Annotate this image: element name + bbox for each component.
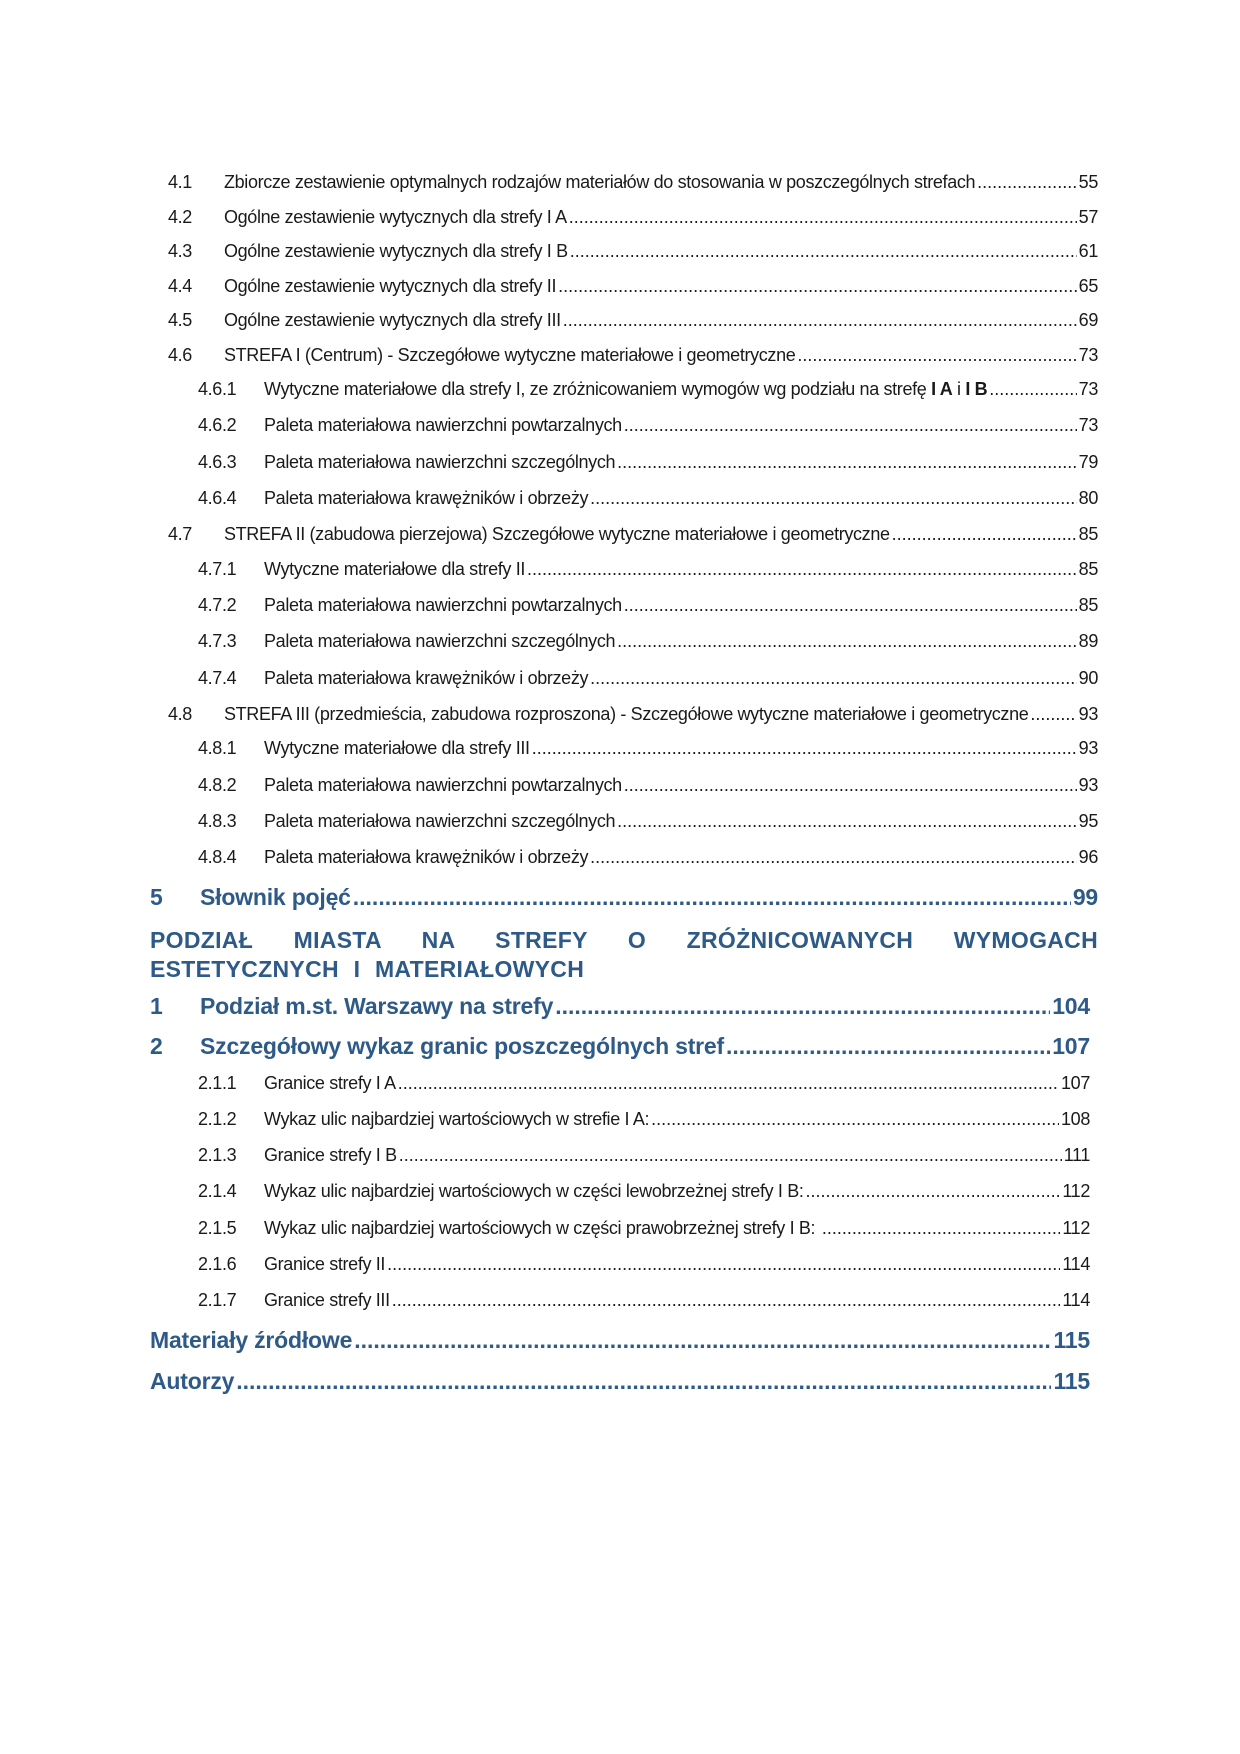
toc-chapter-2[interactable]	[150, 1033, 1090, 1073]
entry-number: 4.6.1	[198, 379, 237, 399]
toc-entry-4-5[interactable]	[150, 310, 1098, 345]
dot-leader	[892, 524, 1077, 545]
chapter-title: Autorzy	[150, 1367, 235, 1394]
entry-title-text: Wytyczne materiałowe dla strefy I, ze zróżnicowaniem wymogów wg podziału na strefę	[264, 379, 932, 399]
zone-ib-bold: I B	[965, 379, 988, 399]
entry-page-number: 108	[1061, 1108, 1090, 1129]
entry-number: 4.7.1	[198, 558, 237, 579]
toc-entry-4-1[interactable]	[150, 172, 1098, 207]
entry-page-number: 114	[1062, 1254, 1090, 1275]
dot-leader	[617, 452, 1077, 473]
toc-sources[interactable]	[150, 1327, 1090, 1368]
entry-title: Paleta materiałowa nawierzchni powtarzalnych	[264, 415, 622, 436]
toc-entry-2-1-7[interactable]	[150, 1290, 1090, 1326]
entry-page-number: 96	[1078, 847, 1098, 868]
dot-leader	[651, 1109, 1059, 1130]
entry-title: STREFA II (zabudowa pierzejowa) Szczegółowe wytyczne materiałowe i geometryczne	[224, 524, 890, 545]
entry-number: 4.4	[168, 275, 192, 296]
entry-number: 4.6.4	[198, 487, 237, 508]
dot-leader	[399, 1145, 1062, 1166]
chapter-title: Szczegółowy wykaz granic poszczególnych stref	[200, 1032, 724, 1059]
toc-entry-2-1-3[interactable]	[150, 1145, 1090, 1181]
chapter-page-number: 104	[1052, 992, 1090, 1019]
entry-title: Granice strefy I B	[264, 1145, 397, 1166]
entry-number: 2.1.1	[198, 1072, 237, 1093]
entry-title: Paleta materiałowa nawierzchni szczególnych	[264, 631, 616, 652]
dot-leader	[387, 1254, 1060, 1275]
toc-entry-4-6-2[interactable]	[150, 415, 1098, 451]
entry-number: 4.2	[168, 206, 192, 227]
chapter-number: 1	[150, 992, 163, 1019]
entry-number: 4.8.1	[198, 738, 237, 759]
entry-page-number: 85	[1078, 594, 1098, 615]
dot-leader	[569, 207, 1077, 228]
entry-title: Wytyczne materiałowe dla strefy II	[264, 558, 526, 579]
entry-number: 4.5	[168, 310, 192, 330]
entry-page-number: 61	[1078, 241, 1098, 261]
entry-number: 4.8.3	[198, 810, 237, 831]
entry-number: 4.7.3	[198, 631, 237, 652]
entry-number: 4.7	[168, 524, 192, 545]
entry-number: 4.8.4	[198, 847, 237, 868]
dot-leader	[797, 345, 1076, 366]
entry-number: 4.8.2	[198, 774, 237, 795]
dot-leader	[989, 379, 1076, 400]
entry-number: 4.7.2	[198, 594, 237, 615]
toc-entry-4-8-3[interactable]	[150, 811, 1098, 847]
entry-page-number: 93	[1078, 774, 1098, 795]
dot-leader	[532, 738, 1077, 759]
entry-page-number: 73	[1078, 344, 1098, 365]
entry-title: Paleta materiałowa krawężników i obrzeży	[264, 847, 589, 868]
entry-page-number: 89	[1078, 631, 1098, 652]
entry-title: Granice strefy III	[264, 1290, 390, 1311]
entry-number: 4.8	[168, 703, 192, 724]
dot-leader	[555, 993, 1050, 1020]
toc-entry-4-8-4[interactable]	[150, 847, 1098, 883]
entry-number: 4.6	[168, 344, 192, 365]
entry-page-number: 107	[1061, 1072, 1090, 1093]
entry-title: Wykaz ulic najbardziej wartościowych w strefie I A:	[264, 1108, 650, 1129]
dot-leader	[977, 172, 1077, 193]
entry-number: 2.1.6	[198, 1254, 237, 1275]
dot-leader	[806, 1181, 1061, 1202]
chapter-page-number: 115	[1053, 1367, 1090, 1394]
entry-title: Paleta materiałowa krawężników i obrzeży	[264, 667, 589, 688]
entry-number: 4.1	[168, 172, 192, 192]
chapter-title: Słownik pojęć	[200, 883, 351, 910]
dot-leader	[527, 559, 1077, 580]
entry-title: Wytyczne materiałowe dla strefy III	[264, 738, 530, 759]
entry-title	[264, 379, 987, 400]
entry-page-number: 79	[1078, 451, 1098, 472]
dot-leader	[1030, 704, 1076, 725]
dot-leader	[822, 1218, 1061, 1239]
chapter-page-number: 107	[1052, 1032, 1090, 1059]
dot-leader	[624, 595, 1077, 616]
chapter-title: Materiały źródłowe	[150, 1326, 353, 1353]
entry-number: 4.6.3	[198, 451, 237, 472]
entry-number: 2.1.7	[198, 1290, 237, 1311]
chapter-number: 5	[150, 883, 163, 910]
entry-title: Ogólne zestawienie wytycznych dla strefy III	[224, 310, 561, 330]
entry-page-number: 95	[1078, 810, 1098, 831]
entry-title: Wykaz ulic najbardziej wartościowych w części lewobrzeżnej strefy I B:	[264, 1181, 804, 1202]
chapter-page-number: 99	[1072, 883, 1098, 910]
entry-page-number: 80	[1078, 487, 1098, 508]
dot-leader	[590, 488, 1077, 509]
toc-chapter-5[interactable]	[150, 884, 1098, 924]
entry-number: 4.3	[168, 241, 192, 261]
entry-page-number: 93	[1078, 703, 1098, 724]
entry-page-number: 69	[1078, 310, 1098, 330]
dot-leader	[617, 811, 1077, 832]
entry-page-number: 55	[1078, 172, 1098, 192]
entry-number: 2.1.4	[198, 1181, 237, 1202]
entry-page-number: 93	[1078, 738, 1098, 759]
entry-number: 2.1.2	[198, 1108, 237, 1129]
toc-entry-4-6-1[interactable]	[150, 379, 1098, 415]
toc-entry-4-7-4[interactable]	[150, 668, 1098, 704]
dot-leader	[570, 241, 1077, 262]
entry-title: Granice strefy II	[264, 1254, 386, 1275]
entry-title: Paleta materiałowa krawężników i obrzeży	[264, 487, 589, 508]
toc-entry-4-8[interactable]	[150, 704, 1098, 739]
entry-page-number: 73	[1078, 415, 1098, 436]
toc-entry-2-1-1[interactable]	[150, 1073, 1090, 1109]
zone-ia-bold: I A	[931, 379, 953, 399]
entry-page-number: 57	[1078, 206, 1098, 227]
entry-page-number: 73	[1078, 379, 1098, 399]
toc-entry-4-6-4[interactable]	[150, 488, 1098, 524]
toc-entry-4-7-3[interactable]	[150, 631, 1098, 667]
entry-title: Paleta materiałowa nawierzchni powtarzalnych	[264, 774, 622, 795]
toc-authors[interactable]	[150, 1368, 1090, 1409]
dot-leader	[624, 775, 1077, 796]
entry-title: Ogólne zestawienie wytycznych dla strefy I B	[224, 241, 568, 261]
toc-entry-4-2[interactable]	[150, 207, 1098, 242]
chapter-title: Podział m.st. Warszawy na strefy	[200, 992, 554, 1019]
toc-entry-4-3[interactable]	[150, 241, 1098, 276]
entry-title: Paleta materiałowa nawierzchni szczególnych	[264, 451, 616, 472]
entry-title: Ogólne zestawienie wytycznych dla strefy II	[224, 275, 557, 296]
entry-title: Granice strefy I A	[264, 1072, 396, 1093]
entry-title: Zbiorcze zestawienie optymalnych rodzajów materiałów do stosowania w poszczególnych strefach	[224, 172, 976, 192]
entry-page-number: 111	[1063, 1145, 1090, 1166]
entry-title: STREFA III (przedmieścia, zabudowa rozproszona) - Szczegółowe wytyczne materiałowe i geometryczne	[224, 703, 1029, 724]
toc-entry-4-7-2[interactable]	[150, 595, 1098, 631]
toc-entry-4-7-1[interactable]	[150, 559, 1098, 595]
dot-leader	[590, 847, 1077, 868]
entry-page-number: 85	[1078, 524, 1098, 545]
dot-leader	[354, 1327, 1051, 1354]
toc-entry-2-1-2[interactable]	[150, 1109, 1090, 1145]
entry-page-number: 112	[1062, 1217, 1090, 1238]
dot-leader	[590, 668, 1077, 689]
toc-entry-4-6-3[interactable]	[150, 452, 1098, 488]
part-heading[interactable]: PODZIAŁ MIASTA NA STREFY O ZRÓŻNICOWANYCH WYMOGACH ESTETYCZNYCH I MATERIAŁOWYCH	[150, 926, 1098, 982]
toc-entry-4-8-2[interactable]	[150, 775, 1098, 811]
entry-page-number: 112	[1062, 1181, 1090, 1202]
table-of-contents	[150, 172, 1098, 1409]
dot-leader	[617, 631, 1077, 652]
entry-page-number: 90	[1078, 667, 1098, 688]
dot-leader	[236, 1368, 1051, 1395]
entry-page-number: 114	[1062, 1290, 1090, 1311]
dot-leader	[398, 1073, 1059, 1094]
chapter-number: 2	[150, 1032, 163, 1059]
toc-entry-4-6[interactable]	[150, 345, 1098, 380]
entry-page-number: 85	[1078, 558, 1098, 579]
entry-title: STREFA I (Centrum) - Szczegółowe wytyczne materiałowe i geometryczne	[224, 344, 796, 365]
dot-leader	[392, 1290, 1061, 1311]
dot-leader	[563, 310, 1077, 331]
entry-title-conjunction: i	[952, 379, 966, 399]
chapter-page-number: 115	[1053, 1326, 1090, 1353]
toc-chapter-1[interactable]	[150, 993, 1090, 1033]
entry-number: 4.7.4	[198, 667, 237, 688]
entry-title: Paleta materiałowa nawierzchni powtarzalnych	[264, 594, 622, 615]
dot-leader	[624, 415, 1077, 436]
toc-entry-2-1-4[interactable]	[150, 1181, 1090, 1217]
toc-entry-4-7[interactable]	[150, 524, 1098, 559]
dot-leader	[726, 1033, 1050, 1060]
dot-leader	[558, 276, 1077, 297]
toc-entry-2-1-5[interactable]	[150, 1218, 1090, 1254]
entry-page-number: 65	[1078, 275, 1098, 296]
dot-leader	[353, 884, 1071, 911]
entry-number: 2.1.5	[198, 1217, 237, 1238]
entry-title: Wykaz ulic najbardziej wartościowych w części prawobrzeżnej strefy I B:	[264, 1217, 820, 1238]
entry-number: 4.6.2	[198, 415, 237, 436]
entry-title: Paleta materiałowa nawierzchni szczególnych	[264, 810, 616, 831]
toc-entry-4-4[interactable]	[150, 276, 1098, 311]
toc-entry-4-8-1[interactable]	[150, 738, 1098, 774]
entry-number: 2.1.3	[198, 1145, 237, 1166]
toc-entry-2-1-6[interactable]	[150, 1254, 1090, 1290]
entry-title: Ogólne zestawienie wytycznych dla strefy I A	[224, 206, 567, 227]
